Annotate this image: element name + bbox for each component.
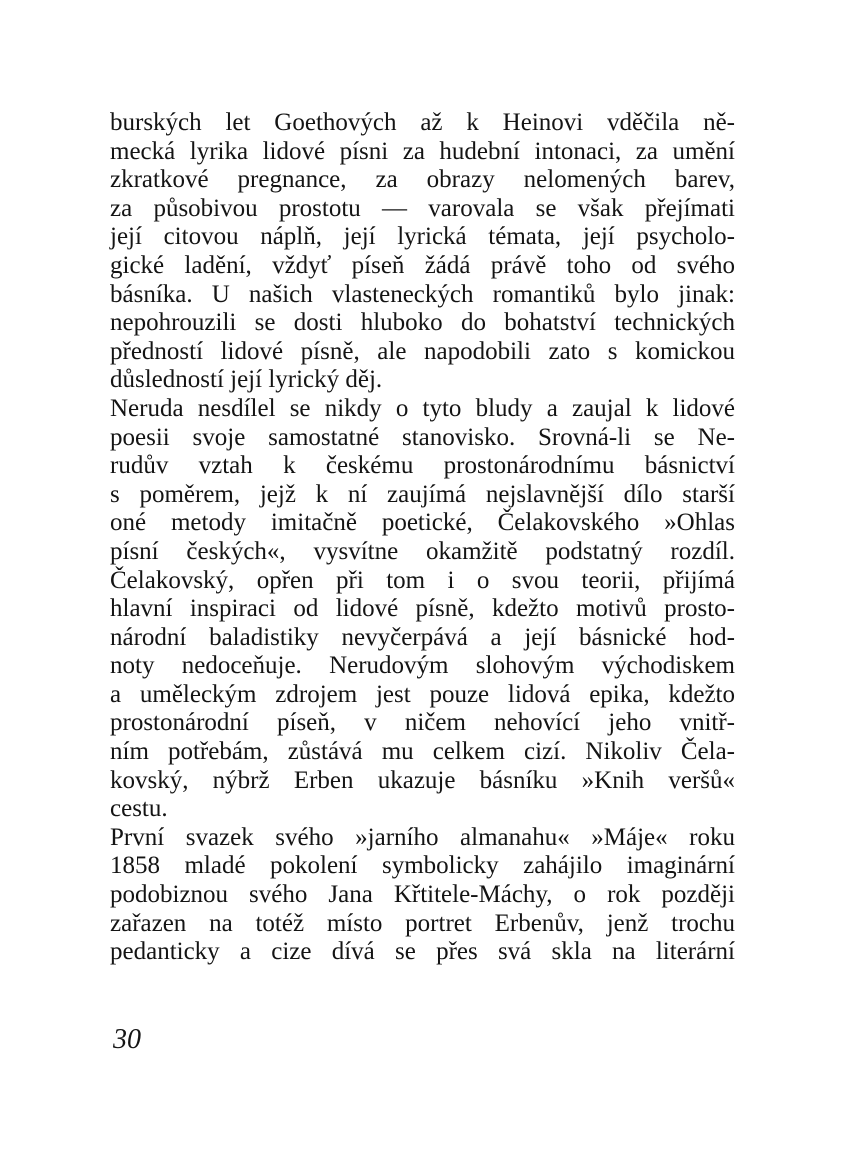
text-line: za působivou prostotu — varovala se však přejímati bbox=[110, 194, 735, 222]
text-line: kovský, nýbrž Erben ukazuje básníku »Knih veršů« bbox=[110, 766, 735, 794]
text-line: prostonárodní píseň, v ničem nehovící jeho vnitř- bbox=[110, 709, 735, 737]
text-line: noty nedoceňuje. Nerudovým slohovým východiskem bbox=[110, 652, 735, 680]
text-line: gické ladění, vždyť píseň žádá právě toho od svého bbox=[110, 251, 735, 279]
text-line: poesii svoje samostatné stanovisko. Srovná-li se Ne- bbox=[110, 423, 735, 451]
text-line: písní českých«, vysvítne okamžitě podstatný rozdíl. bbox=[110, 537, 735, 565]
text-line: První svazek svého »jarního almanahu« »Máje« roku bbox=[110, 823, 735, 851]
text-line: hlavní inspiraci od lidové písně, kdežto motivů prosto- bbox=[110, 595, 735, 623]
text-line: Čelakovský, opřen při tom i o svou teorii, přijímá bbox=[110, 566, 735, 594]
text-line: básníka. U našich vlasteneckých romantiků bylo jinak: bbox=[110, 280, 735, 308]
text-line: 1858 mladé pokolení symbolicky zahájilo imaginární bbox=[110, 852, 735, 880]
text-line: podobiznou svého Jana Křtitele-Máchy, o rok později bbox=[110, 881, 735, 909]
text-line: s poměrem, jejž k ní zaujímá nejslavnější dílo starší bbox=[110, 480, 735, 508]
text-line: předností lidové písně, ale napodobili zato s komickou bbox=[110, 337, 735, 365]
text-line: důsledností její lyrický děj. bbox=[110, 366, 383, 394]
text-line: cestu. bbox=[110, 795, 168, 823]
text-line: a uměleckým zdrojem jest pouze lidová epika, kdežto bbox=[110, 680, 735, 708]
text-line: národní baladistiky nevyčerpává a její básnické hod- bbox=[110, 623, 735, 651]
text-line: její citovou náplň, její lyrická témata, její psycholo- bbox=[110, 223, 735, 251]
text-line: rudův vztah k českému prostonárodnímu básnictví bbox=[110, 452, 735, 480]
text-line: oné metody imitačně poetické, Čelakovského »Ohlas bbox=[110, 509, 735, 537]
text-line: nepohrouzili se dosti hluboko do bohatství technických bbox=[110, 309, 735, 337]
text-line: zkratkové pregnance, za obrazy nelomených barev, bbox=[110, 166, 735, 194]
text-line: ním potřebám, zůstává mu celkem cizí. Nikoliv Čela- bbox=[110, 738, 735, 766]
text-line: pedanticky a cize dívá se přes svá skla na literární bbox=[110, 938, 735, 966]
text-line: burských let Goethových až k Heinovi vděčila ně- bbox=[110, 109, 735, 136]
page-number: 30 bbox=[113, 1024, 141, 1055]
text-line: mecká lyrika lidové písni za hudební intonaci, za umění bbox=[110, 137, 735, 165]
body-text bbox=[110, 109, 735, 967]
text-line: Neruda nesdílel se nikdy o tyto bludy a zaujal k lidové bbox=[110, 394, 735, 422]
text-line: zařazen na totéž místo portret Erbenův, jenž trochu bbox=[110, 909, 735, 937]
